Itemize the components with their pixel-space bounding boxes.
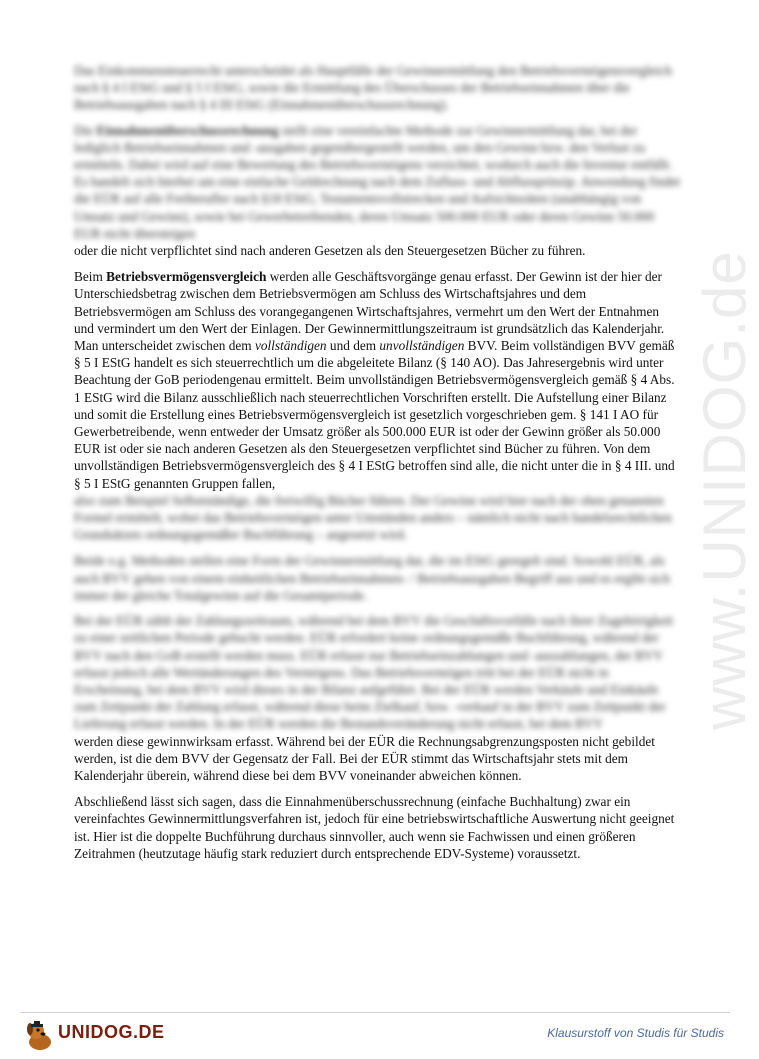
bvv-c: BVV. Beim vollständigen BVV gemäß § 5 I EStG handelt es sich steuerrechtlich um die abgeleitete Bilanz (§ 140 AO). Das Jahresergebnis wird unter Beachtung der GoB periodengenau ermittelt. Beim unvollständigen Betriebsvermögensvergleich gemäß § 4 Abs. 1 EStG wird die Bilanz ausschließlich nach steuerrechtlichen Vorschriften erstellt. Die Aufstellung einer Bilanz und somit die Erstellung eines Betriebsvermögensvergleich ist gesetzlich vorgeschrieben gem. § 141 I AO für Gewerbetreibende, wenn entweder der Umsatz größer als 500.000 EUR ist oder der Gewinn größer als 50.000 EUR ist oder sie nach anderen Gesetzen als den Steuergesetzen verpflichtet sind Bücher zu führen. Von dem unvollständigen Betriebsvermögensvergleich des § 4 I EStG betroffen sind alle, die nicht unter die in § 4 III. und § 5 I EStG genannten Gruppen fallen, (74, 338, 675, 491)
unidog-logo[interactable] (22, 1020, 165, 1052)
bvv-a: werden alle Geschäftsvorgänge genau erfasst. Der Gewinn ist der hier der Unterschiedsbetrag zwischen dem Betriebsvermögen am Schluss des Wirtschaftsjahres und dem Betriebsvermögen am Schluss des vorangegangenen Wirtschaftsjahres, vermehrt um den Wert der Entnahmen und vermindert um den Wert der Einlagen. Der Gewinnermittlungszeitraum ist grundsätzlich das Kalenderjahr. Man unterscheidet zwischen dem (74, 269, 665, 354)
bvv-b: und dem (326, 338, 380, 354)
paragraph-bvv-blurred: also zum Beispiel Selbstständige, die freiwillig Bücher führen. Der Gewinn wird hier nach der oben genannten Formel ermittelt, wobei das Betriebsvermögen unter Umständen anders – nämlich nicht nach handelsrechtlichen Grundsätzen ordnungsgemäßer Buchführung – angesetzt wird. (74, 492, 672, 543)
paragraph-eur-visible: oder die nicht verpflichtet sind nach anderen Gesetzen als den Steuergesetzen Bücher zu führen. (74, 243, 586, 259)
dog-icon (22, 1020, 58, 1052)
bvv-pre: Beim (74, 269, 107, 285)
bvv-italic-vollstaendig: vollständigen (254, 338, 327, 354)
paragraph-conclusion: Abschließend lässt sich sagen, dass die Einnahmenüberschussrechnung (einfache Buchhaltung) zwar ein vereinfachtes Gewinnermittlungsverfahren ist, jedoch für eine betriebswirtschaftliche Auswertung nicht geeignet ist. Hier ist die doppelte Buchführung durchaus sinnvoller, auch wenn sie Fachwissen und einen größeren Zeitrahmen (heutzutage häufig stark reduziert durch entsprechende EDV-Systeme) voraussetzt. (74, 794, 675, 861)
bvv-italic-unvollstaendig: unvollständigen (379, 338, 465, 354)
paragraph-differences-visible: werden diese gewinnwirksam erfasst. Während bei der EÜR die Rechnungsabgrenzungsposten nicht gebildet werden, ist die dem BVV der Gegensatz der Fall. Bei der EÜR stimmt das Wirtschaftsjahr stets mit dem Kalenderjahr überein, während diese bei dem BVV voneinander abweichen können. (74, 733, 655, 783)
footer-tagline: Klausurstoff von Studis für Studis (547, 1026, 724, 1040)
document-body (74, 62, 680, 870)
paragraph-differences-blurred: Bei der EÜR zählt der Zahlungszeitraum, während bei dem BVV die Geschäftsvorfälle nach ihrer Zugehörigkeit zu einer zeitlichen Periode gebucht werden. EÜR erfordert keine ordnungsgemäße Buchführung, während der BVV nach den GoB erstellt werden muss. EÜR erfasst nur Betriebseinzahlungen und -auszahlungen, der BVV erfasst jedoch alle Wertänderungen des Vermögens. Das Betriebsvermögen tritt bei der EÜR nicht in Erscheinung, bei dem BVV wird dieses in der Bilanz aufgeführt. Bei der EÜR werden Verkäufe und Einkäufe zum Zeitpunkt der Zahlung erfasst, während diese beim Zielkauf, bzw. -verkauf in der BVV zum Zeitpunkt der Lieferung erfasst werden. In der EÜR werden die Bestandsveränderung nicht erfasst, bei dem BVV (74, 613, 674, 732)
paragraph-eur-blurred (74, 122, 680, 242)
paragraph-differences (74, 612, 680, 784)
paragraph-eur (74, 122, 680, 260)
paragraph-comparison-blurred: Beide o.g. Methoden stellen eine Form der Gewinnermittlung dar, die im EStG geregelt sind. Sowohl EÜR, als auch BVV gehen von einem einheitlichen Betriebseinnahmen- / Betriebsausgaben Begriff aus und es ergibt sich immer der gleiche Totalgewinn auf die Gesamtperiode. (74, 553, 670, 603)
logo-text: UNIDOG.DE (58, 1022, 165, 1042)
paragraph-intro-blurred: Das Einkommensteuerrecht unterscheidet als Hauptfälle der Gewinnermittlung den Betriebsvermögensvergleich nach § 4 I EStG und § 5 I EStG, sowie die Ermittlung des Überschusses der Betriebseinnahmen über die Betriebsausgaben nach § 4 III EStG (Einnahmenüberschussrechnung). (74, 63, 672, 113)
paragraph-bvv-visible (74, 268, 680, 492)
eur-post: stellt eine vereinfachte Methode zur Gewinnermittlung dar, bei der lediglich Betriebseinnahmen und -ausgaben gegenübergestellt werden, um den Gewinn bzw. den Verlust zu ermitteln. Dabei wird auf eine Bewertung des Betriebsvermögens verzichtet, wodurch auch die Inventur entfällt. Es handelt sich hierbei um eine einfache Geldrechnung nach dem Zufluss- und Abflussprinzip. Anwendung findet die EÜR auf alle Freiberufler nach §18 EStG, Testamentsvollstrecken und Aufsichtsräten (unabhängig von Umsatz und Gewinn), sowie bei Gewerbetreibenden, deren Umsatz 500.000 EUR oder deren Gewinn 50.000 EUR nicht übersteigen (74, 122, 680, 241)
footer-divider (20, 1012, 730, 1013)
eur-pre: Die (74, 122, 97, 138)
bvv-bold-term: Betriebsvermögensvergleich (106, 269, 267, 285)
paragraph-bvv (74, 268, 680, 543)
watermark-text: www.UNIDOG.de (691, 250, 758, 730)
eur-bold-term: Einnahmenüberschussrechnung (96, 122, 279, 138)
